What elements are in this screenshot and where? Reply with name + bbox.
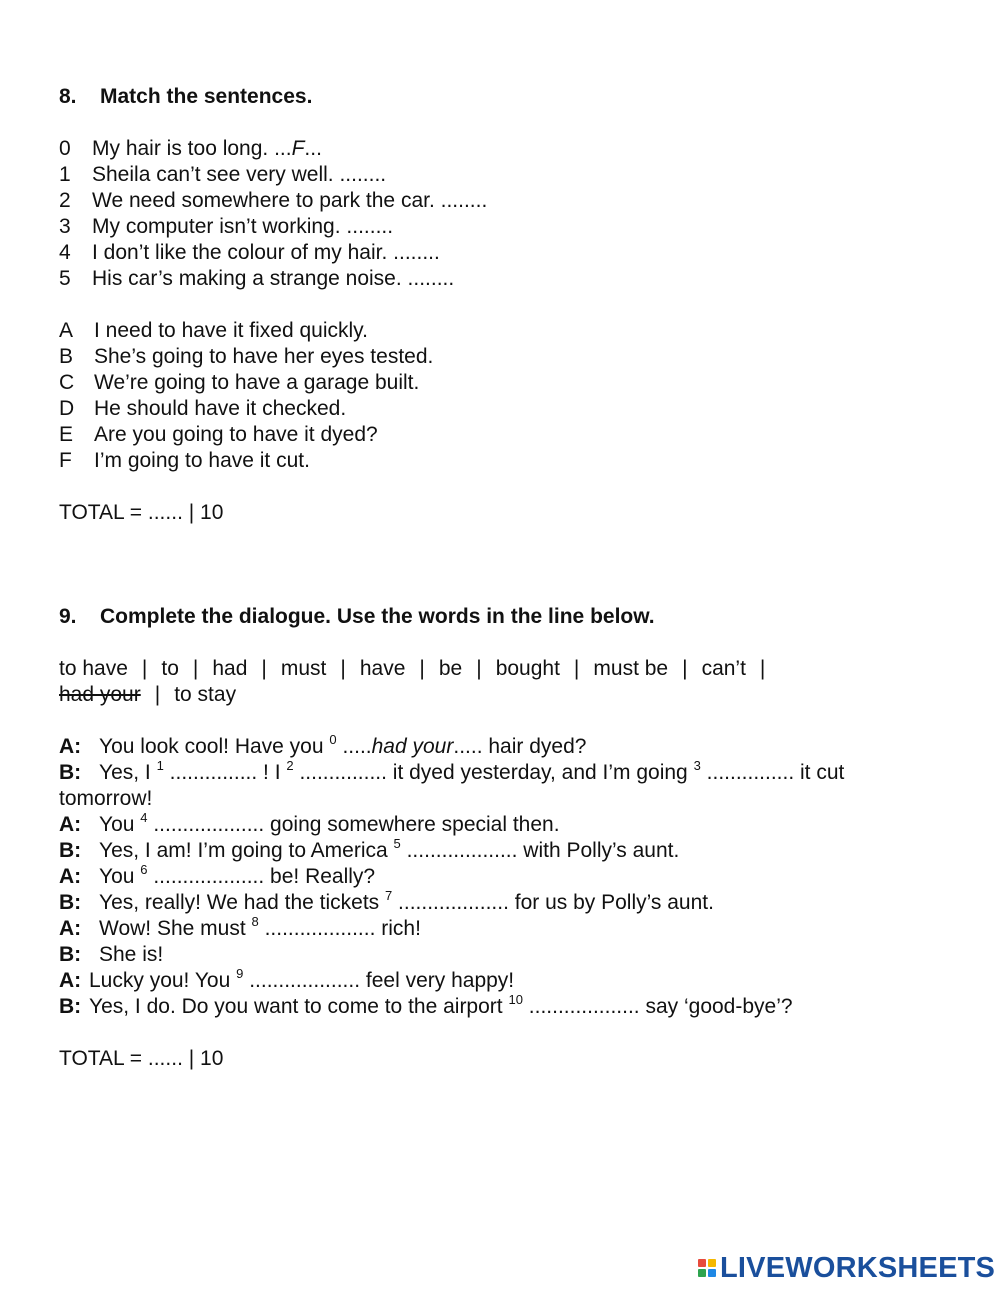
answer-gap[interactable]: ............... ! I [163, 761, 287, 784]
sentence-number: 1 [59, 163, 71, 186]
dialogue-text: Yes, really! We had the tickets [99, 891, 385, 914]
word-bank-word: must be [593, 657, 669, 680]
option-item [59, 422, 959, 448]
dialogue-line [59, 890, 959, 916]
gap-number: 4 [140, 810, 148, 825]
word-bank [59, 656, 959, 708]
word-bank-word: had [212, 657, 248, 680]
dialogue-text: You look cool! Have you [99, 735, 330, 758]
section-8-total: TOTAL = ...... | 10 [59, 501, 224, 524]
dialogue-line [59, 760, 959, 812]
liveworksheets-logo [698, 1253, 995, 1283]
sentence-tail: ... [304, 137, 322, 160]
sentence-number: 5 [59, 267, 71, 290]
dialogue-text: tomorrow! [59, 787, 153, 810]
dialogue-text: Wow! She must [99, 917, 252, 940]
option-letter: C [59, 371, 75, 394]
word-bank-word: to stay [174, 683, 237, 706]
section-9-heading [59, 604, 959, 630]
dialogue-text: Yes, I do. Do you want to come to the airport [89, 995, 509, 1018]
logo-mark-icon [698, 1259, 716, 1277]
option-item [59, 396, 959, 422]
dialogue-text: You [99, 865, 141, 888]
sentence-text[interactable]: I don’t like the colour of my hair. ........ [92, 241, 440, 264]
speaker-label: A: [59, 917, 82, 940]
option-text: We’re going to have a garage built. [94, 371, 420, 394]
option-letter: F [59, 449, 72, 472]
example-answer: had your [371, 735, 454, 758]
answer-gap[interactable]: ................... going somewhere special then. [147, 813, 560, 836]
answer-gap[interactable]: ................... rich! [258, 917, 421, 940]
dialogue-line [59, 838, 959, 864]
gap-number: 1 [156, 758, 164, 773]
answer-gap[interactable]: ................... for us by Polly’s aunt. [392, 891, 714, 914]
sentence-number: 4 [59, 241, 71, 264]
sentence-text[interactable]: We need somewhere to park the car. ........ [92, 189, 488, 212]
section-8-number: 8. [59, 85, 77, 108]
word-bank-separator: | [261, 657, 267, 680]
option-item [59, 318, 959, 344]
speaker-label: B: [59, 943, 82, 966]
dialogue-line [59, 864, 959, 890]
word-bank-separator: | [682, 657, 688, 680]
option-item [59, 370, 959, 396]
sentence-item [59, 136, 959, 162]
dialogue-text: ..... [336, 735, 372, 758]
dialogue-text: She is! [99, 943, 164, 966]
gap-number: 3 [693, 758, 701, 773]
word-bank-line-2 [59, 682, 959, 708]
word-bank-separator: | [759, 657, 766, 680]
option-text: He should have it checked. [94, 397, 347, 420]
sentence-number: 0 [59, 137, 71, 160]
option-letter: A [59, 319, 74, 342]
word-bank-word: to [161, 657, 179, 680]
word-bank-separator: | [476, 657, 482, 680]
speaker-label: A: [59, 813, 82, 836]
option-text: Are you going to have it dyed? [94, 423, 378, 446]
option-text: I’m going to have it cut. [94, 449, 310, 472]
dialogue-line [59, 812, 959, 838]
section-9-total: TOTAL = ...... | 10 [59, 1047, 224, 1070]
option-text: She’s going to have her eyes tested. [94, 345, 434, 368]
speaker-label: A: [59, 735, 82, 758]
sentence-item [59, 240, 959, 266]
example-answer: F [291, 137, 305, 160]
speaker-label: B: [59, 891, 82, 914]
dialogue-line [59, 968, 959, 994]
dialogue-text: ..... hair dyed? [453, 735, 587, 758]
worksheet-page [59, 84, 959, 1072]
word-bank-word: must [280, 657, 327, 680]
option-letter: B [59, 345, 74, 368]
gap-number: 6 [140, 862, 148, 877]
option-text: I need to have it fixed quickly. [94, 319, 368, 342]
dialogue [59, 734, 959, 1020]
sentence-body: My hair is too long. ... [92, 137, 292, 160]
dialogue-text: Yes, I [99, 761, 157, 784]
word-bank-used-word: had your [59, 683, 141, 706]
answer-gap[interactable]: ............... it cut [700, 761, 845, 784]
option-item [59, 344, 959, 370]
gap-number: 2 [286, 758, 294, 773]
answer-gap[interactable]: ............... it dyed yesterday, and I’m going [293, 761, 694, 784]
sentence-item [59, 266, 959, 292]
section-9-number: 9. [59, 605, 77, 628]
option-item [59, 448, 959, 474]
word-bank-separator: | [573, 657, 580, 680]
dialogue-line [59, 916, 959, 942]
speaker-label: B: [59, 761, 82, 784]
sentence-text[interactable]: Sheila can’t see very well. ........ [92, 163, 387, 186]
gap-number: 10 [508, 992, 523, 1007]
word-bank-separator: | [154, 683, 161, 706]
word-bank-separator: | [192, 657, 199, 680]
sentence-number: 3 [59, 215, 71, 238]
word-bank-word: can’t [701, 657, 746, 680]
gap-number: 0 [329, 732, 337, 747]
word-bank-line-1 [59, 656, 959, 682]
dialogue-line [59, 994, 959, 1020]
option-letter: D [59, 397, 75, 420]
word-bank-separator: | [141, 657, 148, 680]
gap-number: 5 [393, 836, 401, 851]
word-bank-word: to have [59, 657, 128, 680]
sentence-text [92, 136, 322, 162]
speaker-label: B: [59, 839, 82, 862]
sentence-text[interactable]: My computer isn’t working. ........ [92, 215, 394, 238]
sentence-number: 2 [59, 189, 71, 212]
speaker-label: A: [59, 969, 82, 992]
dialogue-text: You [99, 813, 141, 836]
dialogue-line [59, 734, 959, 760]
dialogue-text: Yes, I am! I’m going to America [99, 839, 394, 862]
word-bank-word: have [359, 657, 406, 680]
section-9-title: Complete the dialogue. Use the words in the line below. [100, 605, 655, 628]
word-bank-word: bought [495, 657, 560, 680]
speaker-label: B: [59, 995, 82, 1018]
word-bank-word: be [438, 657, 463, 680]
sentence-item [59, 214, 959, 240]
answer-gap[interactable]: ................... feel very happy! [243, 969, 515, 992]
word-bank-separator: | [419, 657, 425, 680]
answer-gap[interactable]: ................... with Polly’s aunt. [400, 839, 680, 862]
word-bank-separator: | [340, 657, 346, 680]
sentence-item [59, 188, 959, 214]
logo-text: LIVEWORKSHEETS [720, 1251, 996, 1284]
dialogue-text: Lucky you! You [89, 969, 237, 992]
section-8-title: Match the sentences. [100, 85, 313, 108]
gap-number: 9 [236, 966, 244, 981]
sentence-list [59, 136, 959, 292]
section-8-heading [59, 84, 959, 110]
sentence-text[interactable]: His car’s making a strange noise. ........ [92, 267, 455, 290]
gap-number: 7 [384, 888, 393, 903]
sentence-item [59, 162, 959, 188]
answer-gap[interactable]: ................... be! Really? [147, 865, 376, 888]
answer-gap[interactable]: ................... say ‘good-bye’? [522, 995, 793, 1018]
dialogue-line [59, 942, 959, 968]
gap-number: 8 [251, 914, 259, 929]
option-letter: E [59, 423, 74, 446]
option-list [59, 318, 959, 474]
speaker-label: A: [59, 865, 82, 888]
